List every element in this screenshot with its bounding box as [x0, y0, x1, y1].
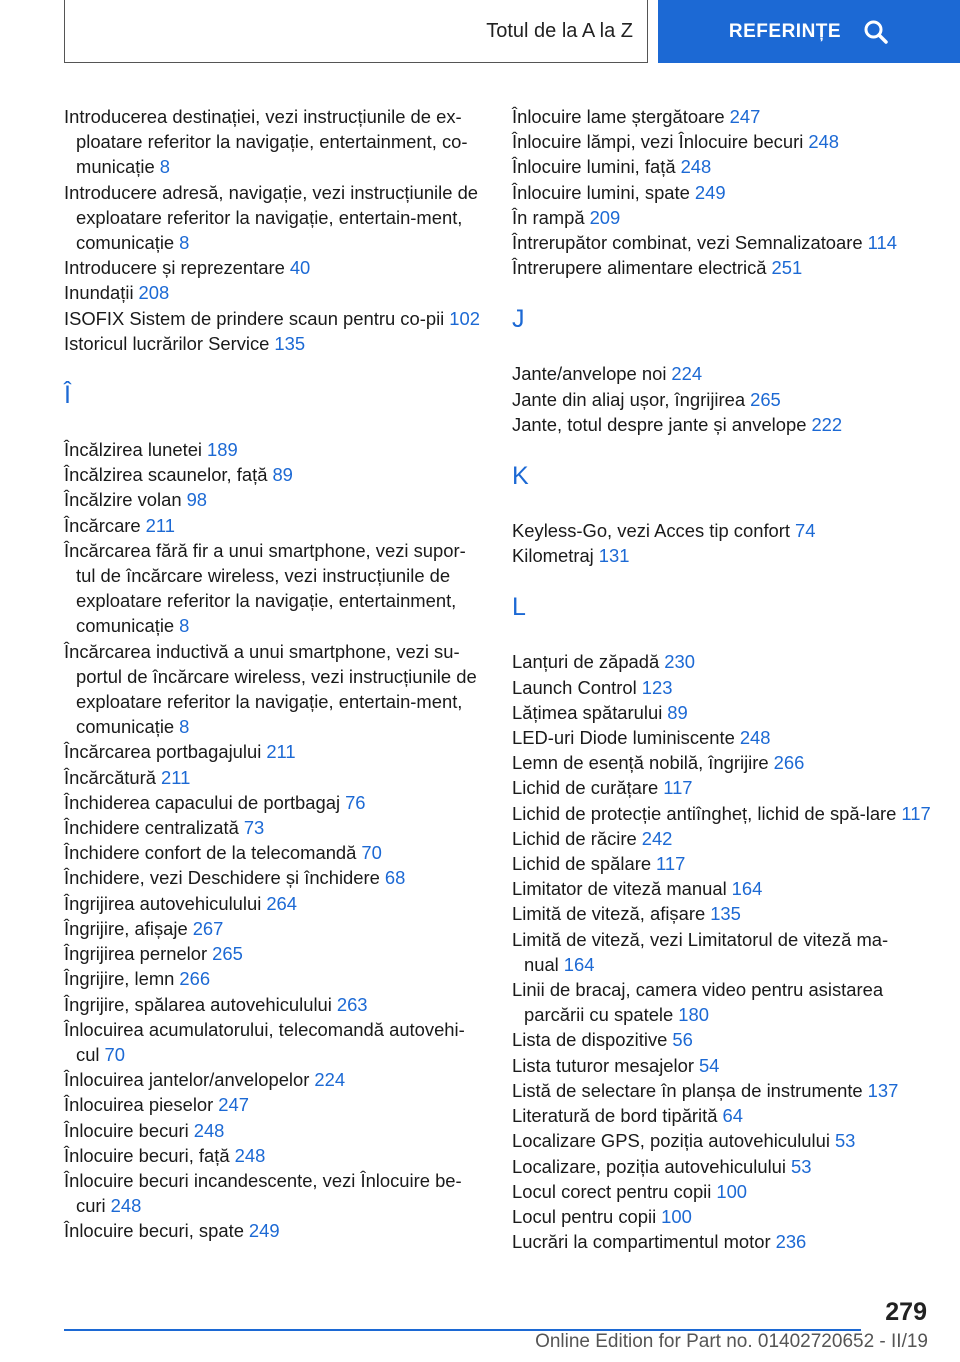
page-link[interactable]: 248: [808, 131, 840, 153]
index-entry: [512, 725, 932, 750]
index-entry: [512, 1053, 932, 1078]
index-entry: [512, 361, 932, 386]
index-entry: [64, 462, 484, 487]
index-entry: [64, 1017, 484, 1067]
page-link[interactable]: 265: [750, 388, 781, 410]
page-link[interactable]: 89: [667, 701, 688, 723]
page-link[interactable]: 76: [345, 791, 366, 813]
index-entry-text: Jante/anvelope noi: [512, 363, 667, 385]
index-entry-text: Listă de selectare în planșa de instrumente: [512, 1079, 863, 1101]
index-entry-text: Întrerupător combinat, vezi Semnalizatoare: [512, 232, 863, 254]
page-link[interactable]: 251: [771, 257, 803, 279]
index-entry-text: Literatură de bord tipărită: [512, 1105, 718, 1127]
index-entry: [64, 1218, 484, 1243]
page-link[interactable]: 248: [680, 156, 712, 178]
index-entry-text: Înlocuirea jantelor/anvelopelor: [64, 1069, 310, 1091]
index-entry-text: Îngrijirea pernelor: [64, 943, 208, 965]
index-letter-heading: K: [512, 462, 529, 491]
index-entry-text: Încălzirea scaunelor, față: [64, 464, 268, 486]
page-link[interactable]: 266: [773, 752, 805, 774]
index-entry-text: Încălzire volan: [64, 489, 182, 511]
page-link[interactable]: 102: [449, 307, 480, 329]
index-entry-text: Limită de viteză, afișare: [512, 903, 706, 925]
index-entry: [512, 675, 932, 700]
page-link[interactable]: 117: [656, 853, 686, 875]
page-link[interactable]: 236: [775, 1231, 807, 1253]
index-entry-text: Launch Control: [512, 676, 637, 698]
index-entry: [512, 901, 932, 926]
index-entry: [512, 129, 932, 154]
index-entry-text: Lemn de esență nobilă, îngrijire: [512, 752, 769, 774]
index-entry: [512, 876, 932, 901]
index-entry: [64, 331, 484, 356]
index-entry: [64, 739, 484, 764]
index-entry-text: Locul pentru copii: [512, 1205, 657, 1227]
index-entry: [512, 1078, 932, 1103]
index-entry: [64, 639, 484, 740]
page-link[interactable]: 40: [289, 257, 311, 279]
index-entry-text: Lista tuturor mesajelor: [512, 1054, 694, 1076]
index-entry-text: Keyless-Go, vezi Acces tip confort: [512, 520, 791, 542]
index-entry: [512, 700, 932, 725]
index-entry-text: Înlocuirea acumulatorului, telecomandă autovehi-cul: [64, 1018, 465, 1065]
page-link[interactable]: 267: [192, 917, 224, 939]
index-entry: [512, 750, 932, 775]
index-entry: [64, 941, 484, 966]
index-entry: [512, 1229, 932, 1254]
index-entry: [512, 851, 932, 876]
index-entry: [64, 513, 484, 538]
index-entry: [512, 518, 932, 543]
index-entry-text: Jante, totul despre jante și anvelope: [512, 413, 807, 435]
index-entry-text: Înlocuire lumini, față: [512, 156, 676, 178]
index-entry: [512, 977, 932, 1027]
index-entry-text: Încărcarea fără fir a unui smartphone, vezi supor-tul de încărcare wireless, vezi instrucțiunile de exploatare referitor la navigație, entertainment, comunicație: [64, 539, 466, 637]
index-entry-text: Închidere confort de la telecomandă: [64, 842, 357, 864]
index-entry-text: Kilometraj: [512, 545, 594, 567]
index-letter-heading: Î: [64, 381, 71, 410]
index-entry: [64, 891, 484, 916]
page-link[interactable]: 248: [234, 1144, 266, 1166]
page-link[interactable]: 73: [243, 817, 265, 839]
page-link[interactable]: 74: [795, 520, 816, 542]
page-link[interactable]: 8: [179, 716, 190, 738]
index-entry: [512, 255, 932, 280]
index-entry: [64, 765, 484, 790]
page-link[interactable]: 208: [138, 282, 170, 304]
index-entry-text: Închidere, vezi Deschidere și închidere: [64, 867, 380, 889]
index-entry-text: Lichid de răcire: [512, 827, 637, 849]
index-entry-text: Închiderea capacului de portbagaj: [64, 791, 341, 813]
page-link[interactable]: 248: [193, 1119, 225, 1141]
section-title: Totul de la A la Z: [486, 19, 633, 42]
index-entry: [512, 412, 932, 437]
page-link[interactable]: 224: [671, 363, 703, 385]
index-entry: [64, 180, 484, 256]
index-entry: [64, 916, 484, 941]
page-link[interactable]: 8: [159, 156, 170, 178]
index-entry: [64, 538, 484, 639]
index-column-left: [64, 104, 484, 1244]
index-entry-text: Înlocuire lămpi, vezi Înlocuire becuri: [512, 131, 804, 153]
index-entry: [64, 790, 484, 815]
page-link[interactable]: 68: [384, 867, 406, 889]
index-entry-text: Locul corect pentru copii: [512, 1180, 712, 1202]
chapter-title: REFERINȚE: [728, 20, 842, 42]
index-entry-text: ISOFIX Sistem de prindere scaun pentru co-pii: [64, 307, 445, 329]
index-entry-text: Lanțuri de zăpadă: [512, 651, 660, 673]
index-entry-text: Limitator de viteză manual: [512, 878, 727, 900]
index-entry-text: Inundații: [64, 282, 134, 304]
index-entry-text: Înlocuirea pieselor: [64, 1094, 214, 1116]
page-link[interactable]: 211: [145, 514, 175, 536]
page-link[interactable]: 8: [179, 615, 190, 637]
page-link[interactable]: 263: [336, 993, 368, 1015]
page-link[interactable]: 64: [722, 1105, 743, 1127]
page-link[interactable]: 98: [186, 489, 208, 511]
page-link[interactable]: 248: [110, 1195, 142, 1217]
index-entry: [64, 1118, 484, 1143]
section-tab[interactable]: [64, 0, 648, 63]
page-link[interactable]: 53: [834, 1130, 856, 1152]
index-entry: [512, 205, 932, 230]
page-link[interactable]: 135: [710, 903, 741, 925]
index-entry-text: Încărcarea inductivă a unui smartphone, vezi su-portul de încărcare wireless, vezi instrucțiunile de exploatare referitor la navigație, entertain-ment, comunicație: [64, 640, 477, 738]
page-link[interactable]: 266: [179, 968, 211, 990]
index-entry-text: Lățimea spătarului: [512, 701, 663, 723]
page-link[interactable]: 8: [179, 232, 190, 254]
page-link[interactable]: 249: [248, 1220, 280, 1242]
index-entry: [512, 775, 932, 800]
index-entry-text: Lichid de spălare: [512, 853, 652, 875]
page-link[interactable]: 242: [641, 827, 673, 849]
index-entry-text: Înlocuire becuri, spate: [64, 1220, 244, 1242]
page-link[interactable]: 164: [563, 953, 595, 975]
index-entry: [512, 387, 932, 412]
page-link[interactable]: 211: [161, 766, 191, 788]
index-entry-text: Lichid de curățare: [512, 777, 659, 799]
page-link[interactable]: 100: [716, 1180, 748, 1202]
index-entry: [512, 230, 932, 255]
page-link[interactable]: 265: [212, 943, 243, 965]
index-entry: [64, 437, 484, 462]
index-entry: [512, 1204, 932, 1229]
index-entry: [64, 966, 484, 991]
index-entry-text: Înlocuire becuri, față: [64, 1144, 230, 1166]
index-entry-text: Încărcarea portbagajului: [64, 741, 262, 763]
index-entry-text: Jante din aliaj ușor, îngrijirea: [512, 388, 746, 410]
page-link[interactable]: 123: [641, 676, 673, 698]
index-entry: [512, 649, 932, 674]
index-entry: [64, 280, 484, 305]
index-entry: [64, 865, 484, 890]
index-letter-heading: L: [512, 593, 526, 622]
page-link[interactable]: 222: [811, 413, 843, 435]
chapter-tab[interactable]: [658, 0, 960, 63]
index-entry-text: Introducerea destinației, vezi instrucțiunile de ex-ploatare referitor la navigație, entertainment, co-municație: [64, 106, 468, 178]
index-entry: [512, 180, 932, 205]
index-entry: [512, 1179, 932, 1204]
page-link[interactable]: 54: [698, 1054, 720, 1076]
page-link[interactable]: 89: [272, 464, 293, 486]
index-entry-text: Localizare GPS, poziția autovehiculului: [512, 1130, 830, 1152]
index-entry-text: Înlocuire becuri incandescente, vezi Înlocuire be-curi: [64, 1169, 462, 1217]
page-link[interactable]: 247: [218, 1094, 249, 1116]
index-entry-text: Înlocuire lame ștergătoare: [512, 106, 725, 127]
page-link[interactable]: 70: [361, 842, 382, 864]
index-entry-text: Limită de viteză, vezi Limitatorul de viteză ma-nual: [512, 928, 889, 975]
index-entry-text: Închidere centralizată: [64, 817, 239, 839]
page-link[interactable]: 53: [790, 1155, 812, 1177]
index-entry-text: Îngrijire, afișaje: [64, 917, 188, 939]
index-entry-text: Încărcare: [64, 514, 141, 536]
page-link[interactable]: 100: [661, 1205, 692, 1227]
page-link[interactable]: 135: [274, 332, 306, 354]
index-entry: [64, 487, 484, 512]
index-entry-text: Încărcătură: [64, 766, 156, 788]
page-link[interactable]: 247: [729, 106, 761, 127]
index-entry-text: Istoricul lucrărilor Service: [64, 332, 270, 354]
page-header: [0, 0, 960, 66]
page-link[interactable]: 224: [314, 1069, 346, 1091]
index-entry: [64, 992, 484, 1017]
index-entry: [512, 1103, 932, 1128]
page-link[interactable]: 180: [678, 1004, 709, 1026]
page-link[interactable]: 117: [663, 777, 693, 799]
index-entry: [512, 1128, 932, 1153]
index-entry-text: Introducere și reprezentare: [64, 257, 285, 279]
index-column-right: [512, 104, 932, 1254]
index-entry: [64, 306, 484, 331]
index-entry: [64, 104, 484, 180]
page-link[interactable]: 209: [589, 206, 621, 228]
index-entry-text: Întrerupere alimentare electrică: [512, 257, 767, 279]
page-link[interactable]: 70: [104, 1043, 125, 1065]
index-entry: [64, 1143, 484, 1168]
index-entry-text: Îngrijire, spălarea autovehiculului: [64, 993, 332, 1015]
index-letter-heading: J: [512, 305, 525, 334]
page-link[interactable]: 164: [731, 878, 763, 900]
index-entry-text: Îngrijirea autovehiculului: [64, 892, 262, 914]
index-entry-text: În rampă: [512, 206, 585, 228]
page-link[interactable]: 189: [207, 439, 238, 461]
page-link[interactable]: 117: [901, 802, 931, 824]
index-entry: [64, 1168, 484, 1218]
index-entry: [512, 1154, 932, 1179]
index-entry: [512, 543, 932, 568]
index-entry-text: Lichid de protecție antiîngheț, lichid de spă-lare: [512, 802, 897, 824]
index-entry: [512, 1027, 932, 1052]
index-entry: [64, 1067, 484, 1092]
index-entry-text: Localizare, poziția autovehiculului: [512, 1155, 786, 1177]
page-link[interactable]: 249: [694, 181, 726, 203]
index-entry-text: Lucrări la compartimentul motor: [512, 1231, 771, 1253]
page-link[interactable]: 137: [867, 1079, 899, 1101]
page-number: 279: [885, 1298, 927, 1326]
index-entry: [512, 154, 932, 179]
index-entry: [512, 826, 932, 851]
index-entry-text: LED-uri Diode luminiscente: [512, 727, 735, 749]
index-entry: [512, 801, 932, 826]
index-entry: [512, 927, 932, 977]
index-entry-text: Încălzirea lunetei: [64, 439, 203, 461]
index-entry: [64, 255, 484, 280]
index-entry-text: Înlocuire lumini, spate: [512, 181, 690, 203]
page-link[interactable]: 56: [672, 1029, 693, 1051]
page-link[interactable]: 114: [867, 232, 897, 254]
search-icon[interactable]: [863, 19, 889, 45]
index-entry: [64, 815, 484, 840]
footer-text: Online Edition for Part no. 01402720652 - II/19: [535, 1331, 928, 1352]
index-entry-text: Înlocuire becuri: [64, 1119, 189, 1141]
index-entry-text: Linii de bracaj, camera video pentru asistarea parcării cu spatele: [512, 979, 884, 1026]
page-link[interactable]: 248: [739, 727, 771, 749]
page-link[interactable]: 131: [598, 545, 630, 567]
index-entry-text: Lista de dispozitive: [512, 1029, 668, 1051]
index-entry: [64, 840, 484, 865]
index-entry-text: Îngrijire, lemn: [64, 968, 175, 990]
index-entry: [512, 104, 932, 129]
page-link[interactable]: 264: [266, 892, 297, 914]
index-entry-text: Introducere adresă, navigație, vezi instrucțiunile de exploatare referitor la navigație, entertain-ment, comunicație: [64, 181, 479, 254]
page-link[interactable]: 230: [664, 651, 695, 673]
index-entry: [64, 1092, 484, 1117]
page-link[interactable]: 211: [266, 741, 296, 763]
